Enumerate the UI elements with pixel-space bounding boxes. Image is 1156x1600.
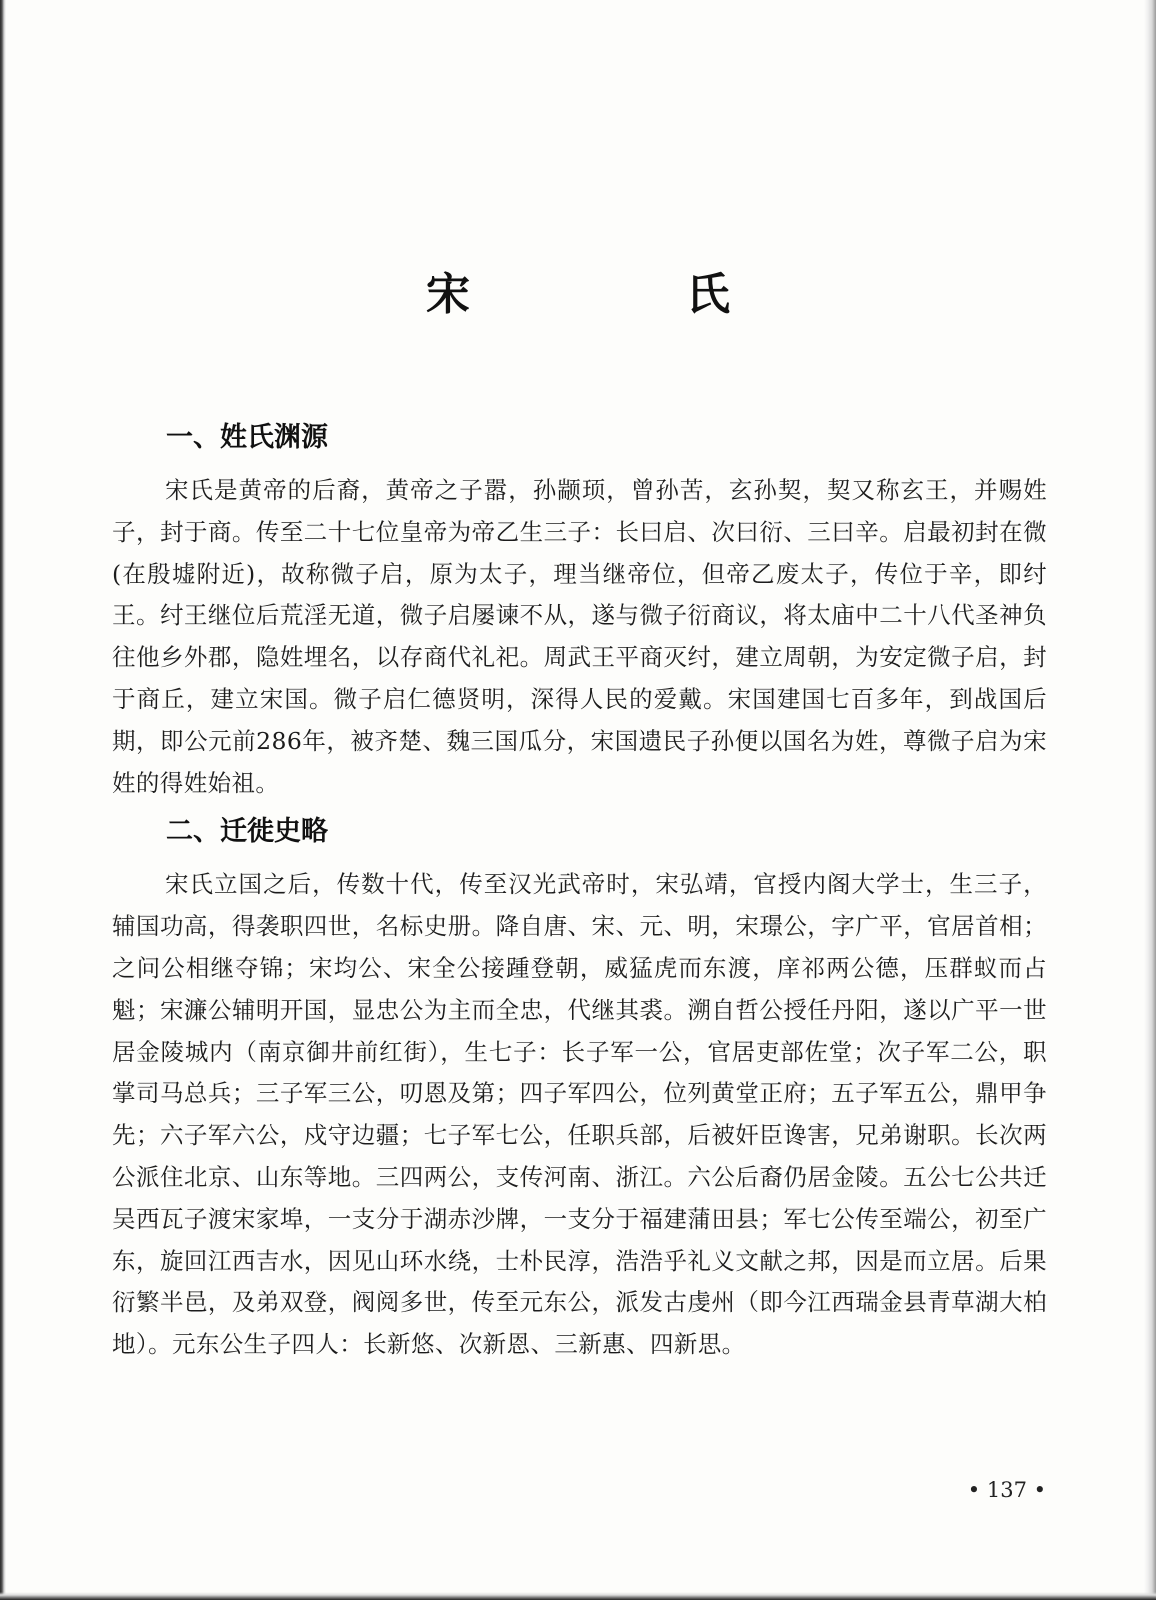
section-text-migration: 宋氏立国之后，传数十代，传至汉光武帝时，宋弘靖，官授内阁大学士，生三子，辅国功高，得袭职四世，名标史册。降自唐、宋、元、明，宋璟公，字广平，官居首相；之问公相继夺锦；宋均公、宋全公接踵登朝，威猛虎而东渡，庠祁两公德，压群蚁而占魁；宋濂公辅明开国，显忠公为主而全忠，代继其裘。溯自哲公授任丹阳，遂以广平一世居金陵城内（南京御井前红街），生七子：长子军一公，官居吏部佐堂；次子军二公，职掌司马总兵；三子军三公，叨恩及第；四子军四公，位列黄堂正府；五子军五公，鼎甲争先；六子军六公，戍守边疆；七子军七公，任职兵部，后被奸臣谗害，兄弟谢职。长次两公派住北京、山东等地。三四两公，支传河南、浙江。六公后裔仍居金陵。五公七公共迁吴西瓦子渡宋家埠，一支分于湖赤沙牌，一支分于福建蒲田县；军七公传至端公，初至广东，旋回江西吉水，因见山环水绕，士朴民淳，浩浩乎礼义文献之邦，因是而立居。后果衍繁半邑，及弟双登，阀阅多世，传至元东公，派发古虔州（即今江西瑞金县青草湖大柏地）。元东公生子四人：长新悠、次新恩、三新惠、四新思。 bbox=[112, 870, 1047, 1359]
section-heading-migration: 二、迁徙史略 bbox=[166, 816, 328, 848]
document-body bbox=[112, 420, 1047, 1366]
page-title: 宋 氏 bbox=[426, 269, 816, 320]
scan-edge-bottom bbox=[0, 1592, 1156, 1600]
section-text-origin: 宋氏是黄帝的后裔，黄帝之子嚣，孙颛顼，曾孙苦，玄孙契，契又称玄王，并赐姓子，封于商。传至二十七位皇帝为帝乙生三子：长曰启、次曰衍、三曰辛。启最初封在微(在殷墟附近)，故称微子启，原为太子，理当继帝位，但帝乙废太子，传位于辛，即纣王。纣王继位后荒淫无道，微子启屡谏不从，遂与微子衍商议，将太庙中二十八代圣神负往他乡外郡，隐姓埋名，以存商代礼祀。周武王平商灭纣，建立周朝，为安定微子启，封于商丘，建立宋国。微子启仁德贤明，深得人民的爱戴。宋国建国七百多年，到战国后期，即公元前286年，被齐楚、魏三国瓜分，宋国遗民子孙便以国名为姓，尊微子启为宋姓的得姓始祖。 bbox=[112, 476, 1047, 797]
page-number: • 137 • bbox=[967, 1478, 1046, 1502]
section-heading-origin: 一、姓氏渊源 bbox=[166, 422, 328, 453]
scan-edge-right bbox=[1144, 0, 1156, 1600]
scan-edge-left bbox=[0, 0, 6, 1600]
